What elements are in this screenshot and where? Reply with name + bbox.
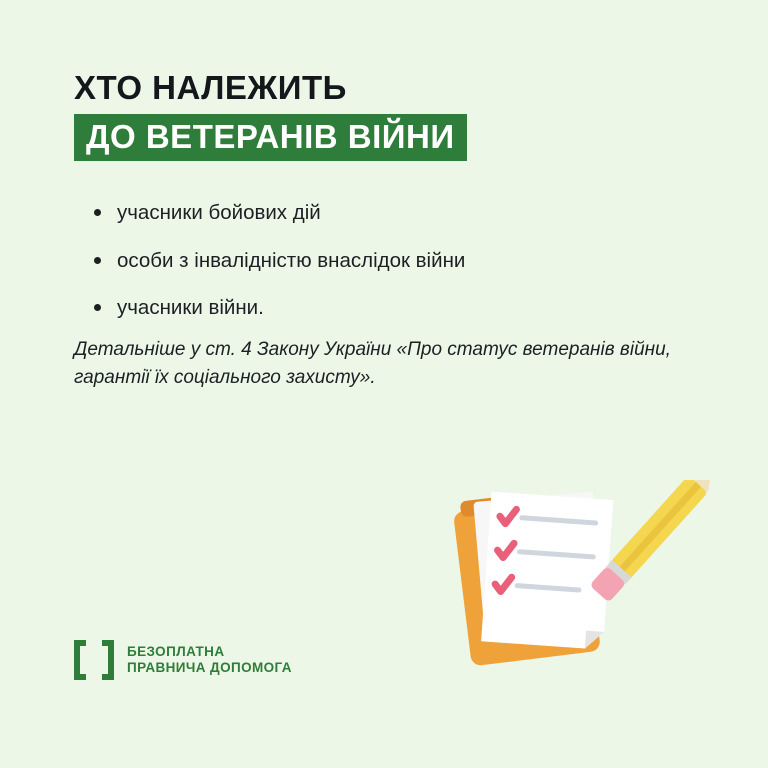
list-item [92, 295, 702, 321]
list-item-label: учасники бойових дій [117, 201, 321, 224]
bullet-dot-icon [94, 257, 101, 264]
veteran-categories-list [92, 200, 702, 343]
title-line-1: ХТО НАЛЕЖИТЬ [74, 69, 347, 106]
logo-text [127, 644, 292, 675]
organization-logo [74, 640, 292, 680]
bullet-dot-icon [94, 209, 101, 216]
legal-reference-note: Детальніше у ст. 4 Закону України «Про статус ветеранів війни, гарантії їх соціального захисту». [74, 339, 671, 388]
logo-line-1: БЕЗОПЛАТНА [127, 644, 225, 660]
list-item-label: учасники війни. [117, 296, 264, 320]
list-item [92, 200, 702, 226]
logo-line-2: ПРАВНИЧА ДОПОМОГА [127, 660, 292, 675]
bullet-dot-icon [94, 304, 101, 311]
title-line-2: ДО ВЕТЕРАНІВ ВІЙНИ [86, 117, 455, 155]
page-title [74, 70, 694, 161]
list-item [92, 248, 702, 274]
clipboard-checklist-illustration [440, 480, 710, 670]
brackets-logo-icon [74, 640, 114, 680]
list-item-label: особи з інвалідністю внаслідок війни [117, 248, 466, 272]
title-highlight-band [74, 114, 467, 161]
